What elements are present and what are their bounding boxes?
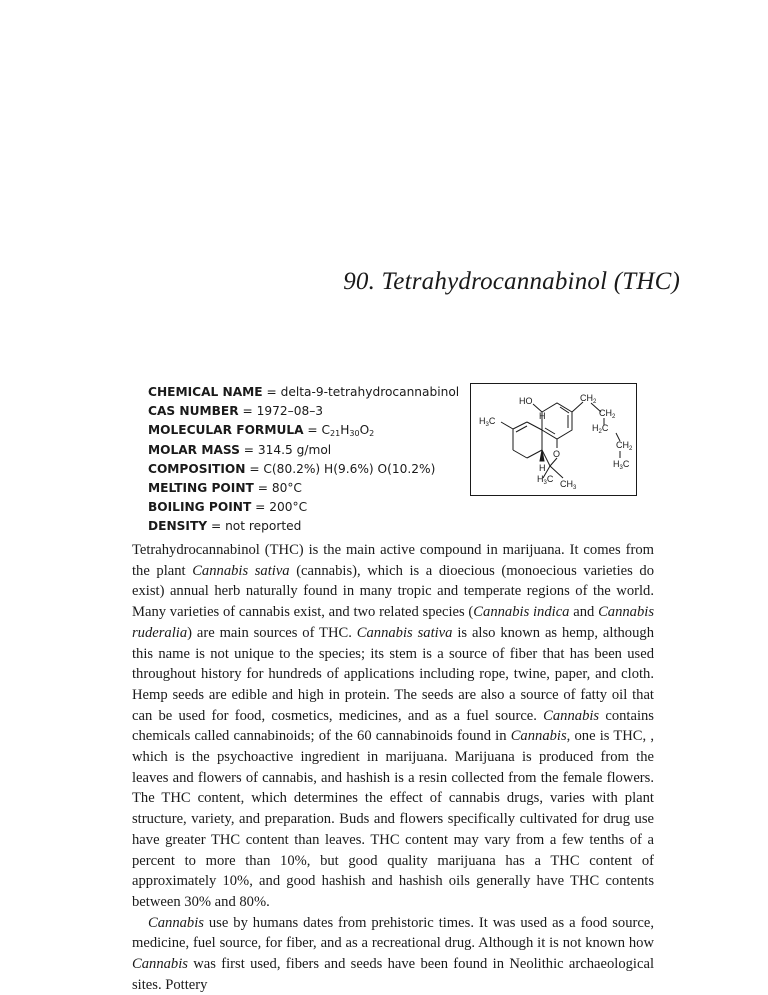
prop-molar-mass: MOLAR MASS = 314.5 g/mol	[148, 442, 332, 457]
chapter-title: 90. Tetrahydrocannabinol (THC)	[343, 268, 680, 295]
label-ch2-3: $CH_2$	[616, 440, 633, 452]
italic-text: Cannabis indica	[473, 604, 570, 621]
label-ch3-bottom: $CH_3$	[560, 479, 577, 491]
body-text	[132, 540, 654, 995]
label-ch2-2: $CH_2$	[599, 408, 616, 420]
label-ho: HO	[519, 396, 533, 406]
label-h3c-left: $H_3C$	[479, 416, 496, 428]
italic-text: Cannabis	[543, 707, 600, 724]
italic-text: Cannabis sativa	[192, 562, 290, 579]
chemical-properties	[148, 383, 460, 537]
italic-text: Cannabis sativa	[356, 624, 453, 641]
text-run: use by humans dates from prehistoric times. It was used as a food source, medicine, fuel source, for fiber, and as a recreational drug. Although it is not known how	[132, 914, 654, 952]
prop-composition: COMPOSITION = C(80.2%) H(9.6%) O(10.2%)	[148, 461, 436, 476]
label-h-top: H	[539, 411, 546, 421]
text-run: contains chemicals called cannabinoids; of the 60 cannabinoids found in	[132, 707, 654, 745]
text-run: and	[569, 604, 599, 621]
text-run: was first used, fibers and seeds have been found in Neolithic archaeological sites. Pottery	[132, 956, 654, 993]
structure-drawing	[471, 384, 638, 497]
label-h3c-chain: $H_3C$	[613, 459, 630, 471]
label-h3c-bottom: $H_3C$	[537, 474, 554, 486]
paragraph	[132, 913, 654, 995]
text-run: , one is THC, , which is the psychoactive ingredient in marijuana. Marijuana is produced from the leaves and flowers of cannabis, and hashish is a resin collected from the female flowers. The THC content, which determines the effect of cannabis drugs, varies with plant structure, variety, and preparation. Buds and flowers specifically cultivated for drug use have greater THC content than leaves. THC content may vary from a few tenths of a percent to more than 10%, but good quality marijuana has a THC content of approximately 10%, and good hashish and hashish oils generally have THC contents between 30% and 80%.	[132, 728, 654, 910]
structure-atom-labels	[479, 393, 633, 491]
text-run: ) are main sources of THC.	[187, 624, 357, 641]
prop-molecular-formula: MOLECULAR FORMULA = $C_{21}H_{30}O_2$	[148, 423, 375, 439]
paragraph	[132, 540, 654, 913]
thc-structure-diagram	[470, 383, 637, 496]
label-h-bottom: H	[539, 463, 546, 473]
prop-melting-point: MELTING POINT = 80°C	[148, 481, 302, 496]
prop-density: DENSITY = not reported	[148, 519, 302, 534]
italic-text: Cannabis	[148, 914, 204, 931]
label-h2c: $H_2C$	[592, 423, 609, 435]
text-run: Tetrahydrocannabinol (THC) is the main active compound in marijuana. It comes from the plant	[132, 542, 654, 579]
label-ch2-top: $CH_2$	[580, 393, 597, 405]
italic-text: Cannabis	[510, 728, 567, 745]
italic-text: Cannabis	[132, 956, 188, 973]
prop-cas-number: CAS NUMBER = 1972–08–3	[148, 404, 324, 419]
prop-boiling-point: BOILING POINT = 200°C	[148, 500, 308, 515]
italic-text: Cannabis ruderalia	[132, 604, 655, 641]
text-run: (cannabis), which is a dioecious (monoecious varieties do exist) annual herb naturally found in many tropic and temperate regions of the world. Many varieties of cannabis exist, and two related species (	[132, 562, 654, 621]
label-o: O	[553, 449, 561, 459]
text-run: is also known as hemp, although this name is not unique to the species; its stem is a source of fiber that has been used throughout history for hundreds of applications including rope, twine, paper, and cloth. Hemp seeds are edible and high in protein. The seeds are also a source of fatty oil that can be used for food, cosmetics, medicines, and as a fuel source.	[132, 624, 654, 724]
prop-chemical-name: CHEMICAL NAME = delta-9-tetrahydrocannabinol	[148, 385, 460, 399]
